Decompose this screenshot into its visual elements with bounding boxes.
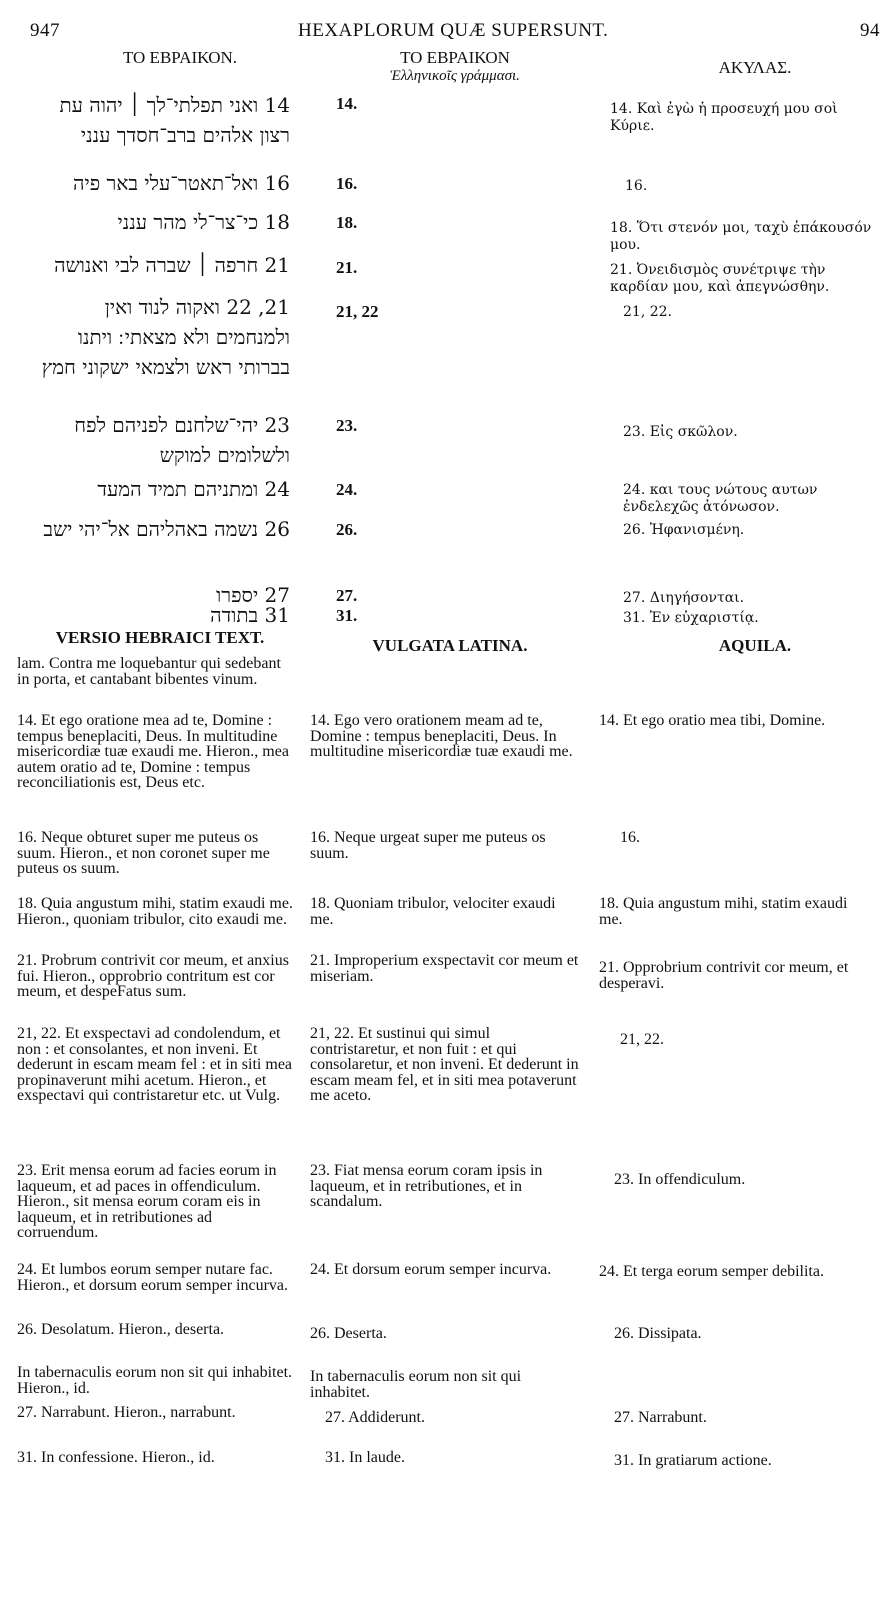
- aquila-latin-31: 31. In gratiarum actione.: [614, 1452, 772, 1469]
- hebrew-verse-23: 23 יהי־שלחנם לפניהם לפח ולשלומים למוקש: [74, 413, 290, 467]
- translit-verse-27: 27.: [336, 586, 358, 605]
- versio-hebraici-16: 16. Neque obturet super me puteus os suum. Hieron., et non coronet super me puteus os suum.: [17, 829, 270, 877]
- vulgata-21: 21. Improperium exspectavit cor meum et miseriam.: [310, 952, 579, 985]
- versio-hebraici-23: 23. Erit mensa eorum ad facies eorum in laqueum, et ad paces in offendiculum. Hieron., sit mensa eorum coram eis in laqueum, et in retributiones ad corruendum.: [17, 1162, 277, 1241]
- aquila-greek-23: 23. Εἰς σκῶλον.: [623, 424, 738, 440]
- vulgata-31: 31. In laude.: [325, 1449, 405, 1466]
- vulgata-14: 14. Ego vero orationem meam ad te, Domine : tempus beneplaciti, Deus. In multitudine misericordiæ tuæ exaudi me.: [310, 712, 573, 760]
- vulgata-24: 24. Et dorsum eorum semper incurva.: [310, 1261, 552, 1278]
- versio-hebraici-26: 26. Desolatum. Hieron., deserta.: [17, 1321, 225, 1338]
- translit-verse-21: 21.: [336, 258, 358, 277]
- hebrew-verse-16: 16 ואל־תאטר־עלי באר פיה: [72, 171, 290, 195]
- translit-verse-14: 14.: [336, 94, 358, 113]
- versio-hebraici-26b: In tabernaculis eorum non sit qui inhabitet. Hieron., id.: [17, 1364, 293, 1397]
- versio-hebraici-18: 18. Quia angustum mihi, statim exaudi me. Hieron., quoniam tribulor, cito exaudi me.: [17, 895, 293, 928]
- aquila-latin-21: 21. Opprobrium contrivit cor meum, et desperavi.: [599, 959, 849, 992]
- vulgata-16: 16. Neque urgeat super me puteus os suum.: [310, 829, 546, 862]
- aquila-greek-21: 21. Ὀνειδισμὸς συνέτριψε τὴν καρδίαν μου, καὶ ἀπεγνώσθην.: [610, 262, 830, 295]
- translit-verse-26: 26.: [336, 520, 358, 539]
- aquila-latin-26: 26. Dissipata.: [614, 1325, 702, 1342]
- translit-verse-21-22: 21, 22: [336, 302, 379, 321]
- versio-hebraici-21: 21. Probrum contrivit cor meum, et anxius fui. Hieron., opprobrio contritum est cor meum, et despeFatus sum.: [17, 952, 289, 1000]
- vulgata-26b: In tabernaculis eorum non sit qui inhabitet.: [310, 1368, 522, 1401]
- vulgata-23: 23. Fiat mensa eorum coram ipsis in laqueum, et in retributiones, et in scandalum.: [310, 1162, 543, 1210]
- aquila-greek-16: 16.: [625, 178, 648, 194]
- versio-hebraici-14: 14. Et ego oratione mea ad te, Domine : tempus beneplaciti, Deus. In multitudine misericordiæ tuæ exaudi me. Hieron., mea autem oratio ad te, Domine : tempus reconciliationis est, Deus etc.: [17, 712, 289, 791]
- hebrew-verse-21-22: 21, 22 ואקוה לנוד ואין ולמנחמים ולא מצאתי ׃ ויתנו בברותי ראש ולצמאי ישקוני חמץ: [41, 295, 290, 379]
- translit-verse-23: 23.: [336, 416, 358, 435]
- page-number-left: 947: [30, 20, 60, 41]
- aquila-greek-14: 14. Καὶ ἐγὼ ἡ προσευχή μου σοὶ Κύριε.: [610, 101, 838, 134]
- vulgata-18: 18. Quoniam tribulor, velociter exaudi me.: [310, 895, 556, 928]
- translit-verse-24: 24.: [336, 480, 358, 499]
- aquila-latin-14: 14. Et ego oratio mea tibi, Domine.: [599, 712, 826, 729]
- versio-hebraici-intro: lam. Contra me loquebantur qui sedebant in porta, et cantabant bibentes vinum.: [17, 655, 281, 688]
- aquila-greek-21-22: 21, 22.: [623, 304, 672, 320]
- hebrew-verse-27: 27 יספרו: [216, 583, 290, 607]
- aquila-latin-27: 27. Narrabunt.: [614, 1409, 707, 1426]
- column-head-aquila-latin: AQUILA.: [718, 636, 792, 655]
- aquila-greek-24: 24. και τους νώτους αυτων ἐνδελεχῶς ἀτόνωσον.: [623, 482, 818, 515]
- vulgata-26: 26. Deserta.: [310, 1325, 387, 1342]
- translit-verse-31: 31.: [336, 606, 358, 625]
- aquila-greek-18: 18. Ὅτι στενόν μοι, ταχὺ ἐπάκουσόν μου.: [610, 220, 872, 253]
- aquila-greek-31: 31. Ἐν εὐχαριστίᾳ.: [623, 610, 759, 626]
- column-head-hebrew: ΤΟ ΕΒΡΑΙΚΟΝ.: [122, 48, 238, 67]
- aquila-latin-18: 18. Quia angustum mihi, statim exaudi me.: [599, 895, 848, 928]
- versio-hebraici-27: 27. Narrabunt. Hieron., narrabunt.: [17, 1404, 236, 1421]
- page-number-right: 94: [860, 20, 880, 41]
- column-head-versio-hebraici: VERSIO HEBRAICI TEXT.: [55, 628, 265, 647]
- aquila-greek-26: 26. Ἠφανισμένη.: [623, 522, 745, 538]
- hebrew-verse-18: 18 כי־צר־לי מהר ענני: [117, 210, 290, 234]
- versio-hebraici-31: 31. In confessione. Hieron., id.: [17, 1449, 215, 1466]
- hebrew-verse-26: 26 נשמה באהליהם אל־יהי ישב: [43, 517, 290, 541]
- aquila-latin-16: 16.: [620, 829, 640, 846]
- column-head-vulgata: VULGATA LATINA.: [372, 636, 528, 655]
- running-title: HEXAPLORUM QUÆ SUPERSUNT.: [298, 20, 609, 41]
- hebrew-verse-24: 24 ומתניהם תמיד המעד: [97, 477, 290, 501]
- column-subhead-transliterated: Ἑλληνικοῖς γράμμασι.: [390, 68, 520, 84]
- aquila-greek-27: 27. Διηγήσονται.: [623, 590, 745, 606]
- vulgata-21-22: 21, 22. Et sustinui qui simul contristaretur, et non fuit : et qui consolaretur, et non inveni. Et dederunt in escam meam fel, et in siti mea potaverunt me aceto.: [310, 1025, 579, 1104]
- hebrew-verse-14: 14 ואני תפלתי־לך ׀ יהוה עת רצון אלהים ברב־חסדך ענני: [59, 93, 290, 147]
- hebrew-verse-21: 21 חרפה ׀ שברה לבי ואנושה: [54, 253, 290, 277]
- vulgata-27: 27. Addiderunt.: [325, 1409, 425, 1426]
- column-head-aquila: ΑΚΥΛΑΣ.: [718, 58, 792, 77]
- translit-verse-16: 16.: [336, 174, 358, 193]
- aquila-latin-24: 24. Et terga eorum semper debilita.: [599, 1263, 824, 1280]
- aquila-latin-23: 23. In offendiculum.: [614, 1171, 746, 1188]
- versio-hebraici-21-22: 21, 22. Et exspectavi ad condolendum, et non : et consolantes, et non inveni. Et dederunt in escam meam fel : et in siti mea propinaverunt mihi acetum. Hieron., et exspectavi qui contristaretur etc. ut Vulg.: [17, 1025, 293, 1104]
- aquila-latin-21-22: 21, 22.: [620, 1031, 664, 1048]
- column-head-transliterated: ΤΟ ΕΒΡΑΙΚΟΝ: [400, 48, 510, 67]
- translit-verse-18: 18.: [336, 213, 358, 232]
- versio-hebraici-24: 24. Et lumbos eorum semper nutare fac. Hieron., et dorsum eorum semper incurva.: [17, 1261, 289, 1294]
- hebrew-verse-31: 31 בתודה: [210, 603, 290, 627]
